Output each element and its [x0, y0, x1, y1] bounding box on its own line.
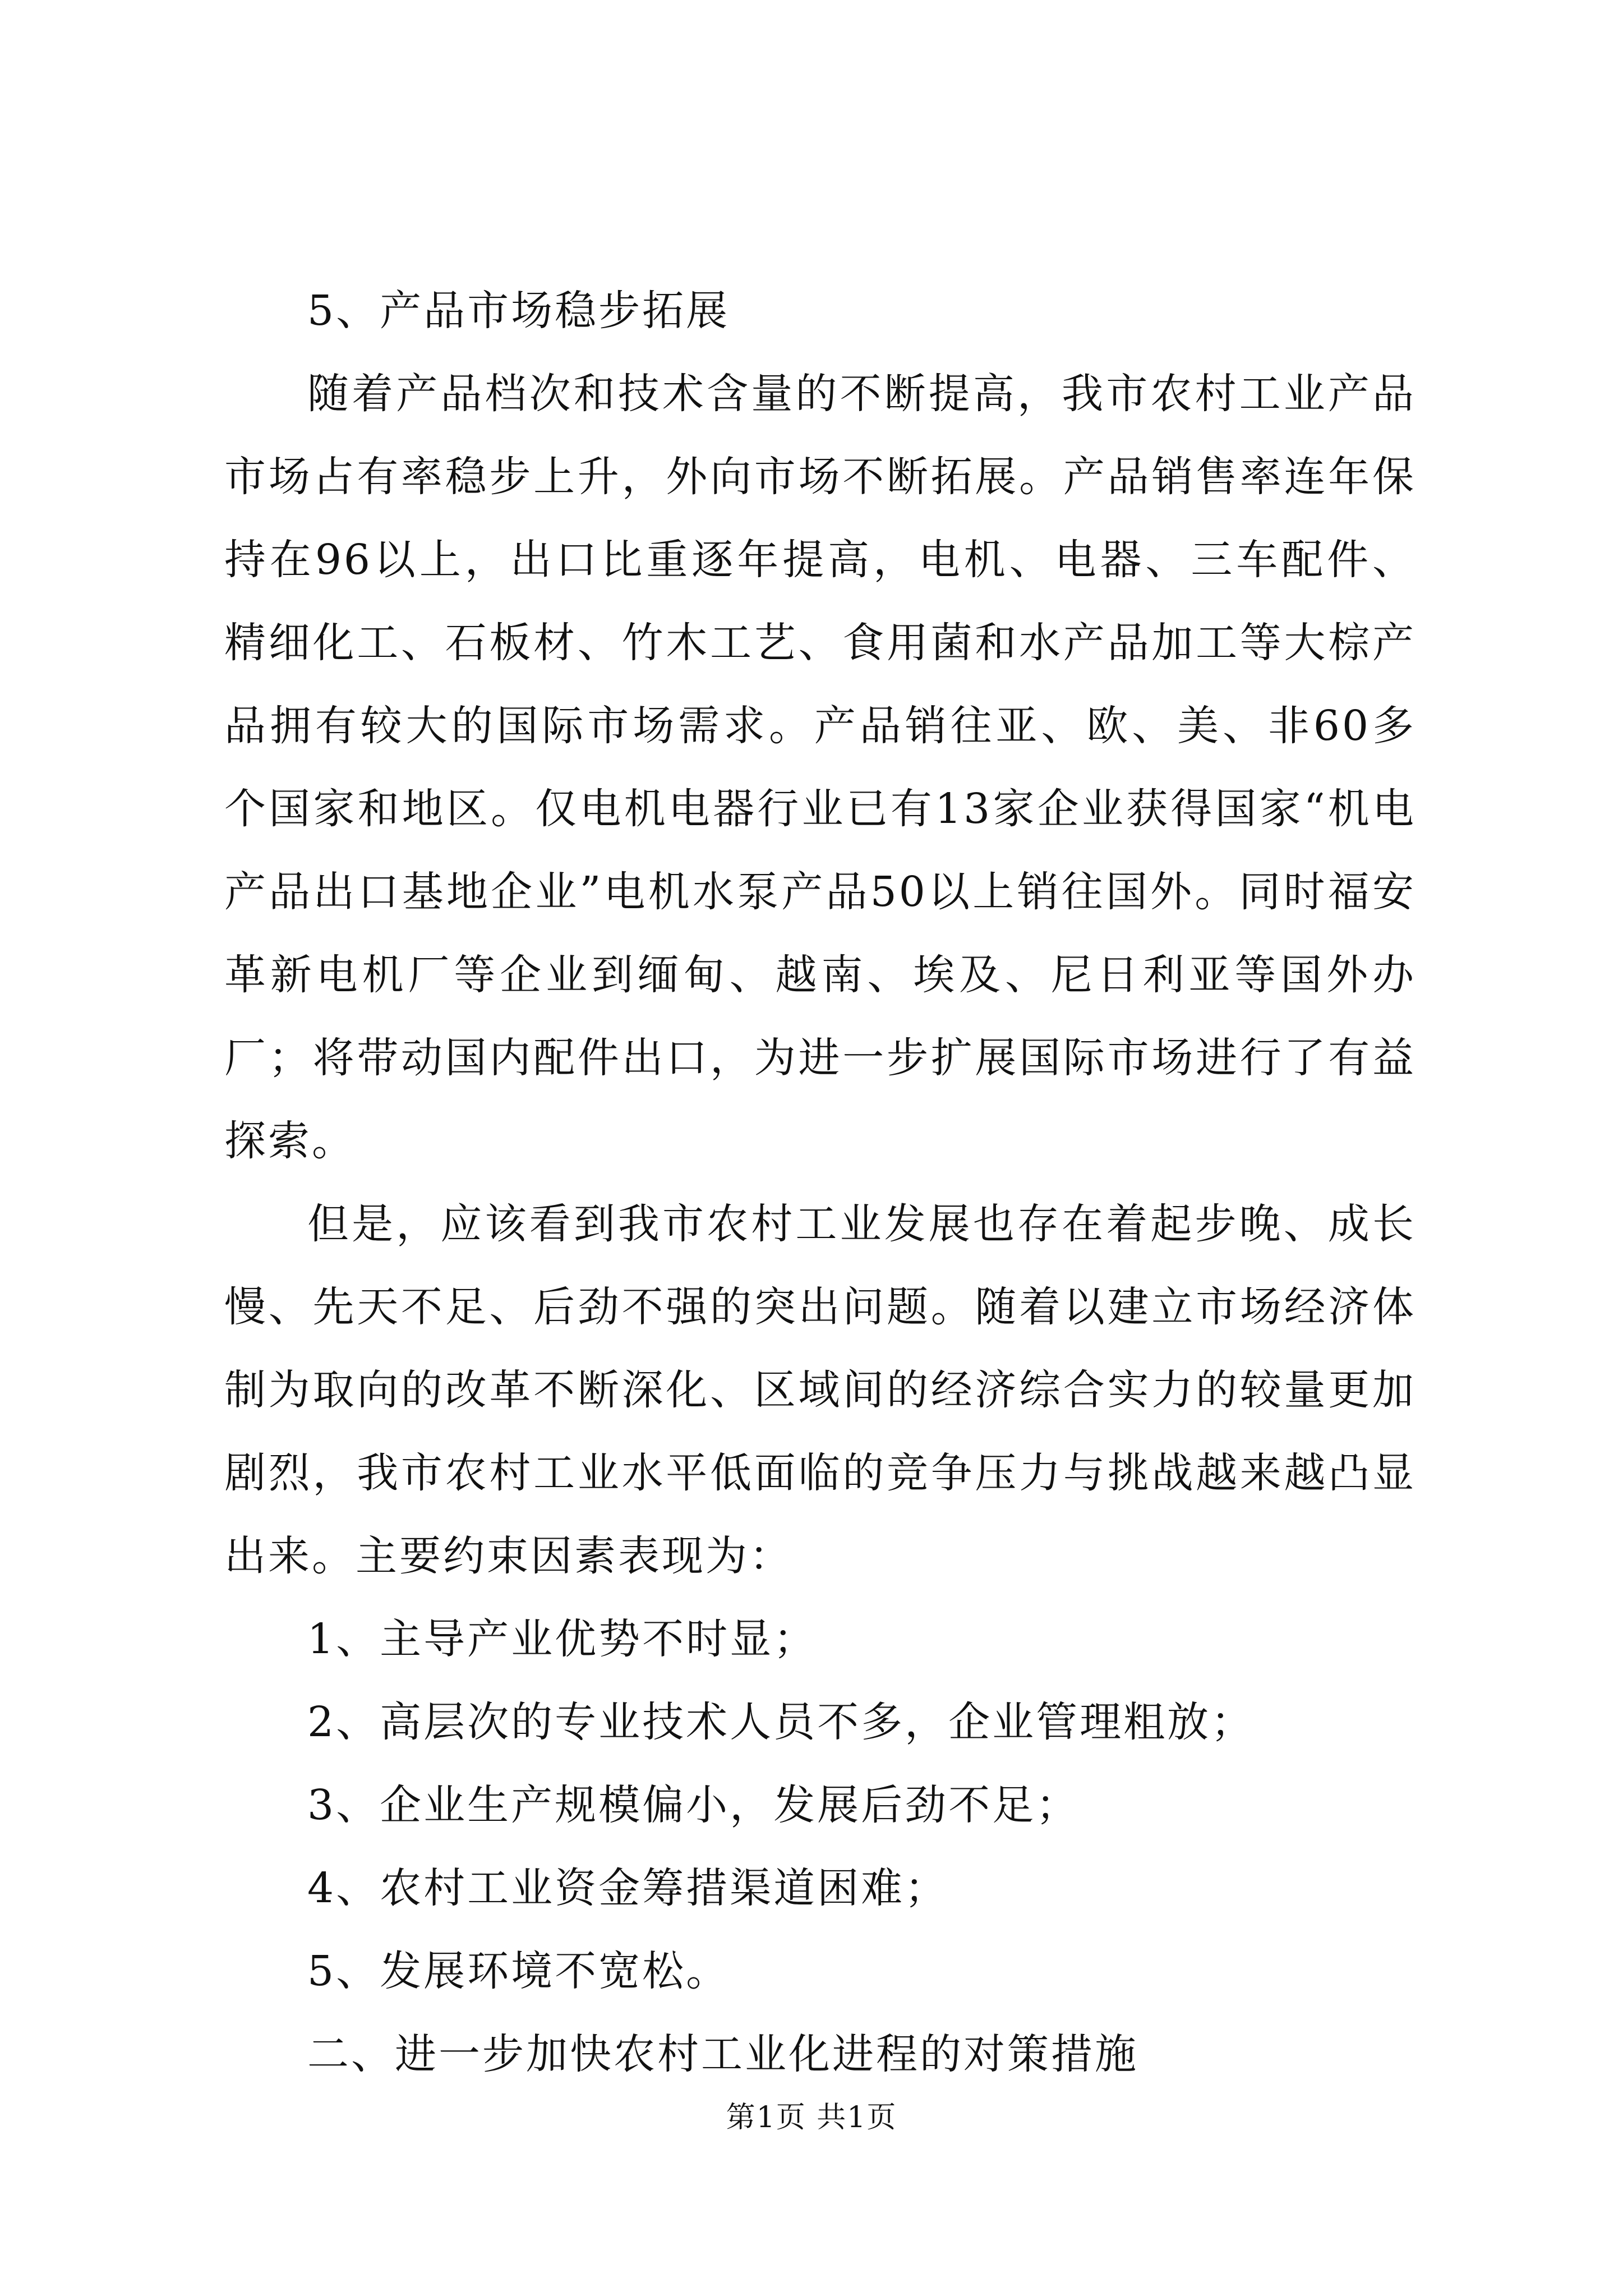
constraint-item-4: 4、农村工业资金筹措渠道困难； — [307, 1864, 949, 1912]
constraint-item-3: 3、企业生产规模偏小，发展后劲不足； — [307, 1781, 1080, 1829]
paragraph-problems: 但是，应该看到我市农村工业发展也存在着起步晚、成长慢、先天不足、后劲不强的突出问题。随着以建立市场经济体制为取向的改革不断深化、区域间的经济综合实力的较量更加剧烈，我市农村工业水平低面临的竞争压力与挑战越来越凸显出来。主要约束因素表现为： — [224, 1200, 1416, 1580]
constraint-item-5: 5、发展环境不宽松。 — [307, 1947, 730, 1995]
document-body — [224, 269, 1416, 2096]
constraint-item-1: 1、主导产业优势不时显； — [307, 1615, 818, 1663]
constraint-item-2: 2、高层次的专业技术人员不多，企业管理粗放； — [307, 1698, 1255, 1746]
section-heading-two: 二、进一步加快农村工业化进程的对策措施 — [307, 2030, 1138, 2078]
subheading-market-expansion: 5、产品市场稳步拓展 — [307, 287, 730, 335]
page-footer: 第1页 共1页 — [726, 2101, 897, 2134]
paragraph-market: 随着产品档次和技术含量的不断提高，我市农村工业产品市场占有率稳步上升，外向市场不断拓展。产品销售率连年保持在96以上，出口比重逐年提高，电机、电器、三车配件、精细化工、石板材、竹木工艺、食用菌和水产品加工等大棕产品拥有较大的国际市场需求。产品销往亚、欧、美、非60多个国家和地区。仅电机电器行业已有13家企业获得国家“机电产品出口基地企业”电机水泵产品50以上销往国外。同时福安革新电机厂等企业到缅甸、越南、埃及、尼日利亚等国外办厂；将带动国内配件出口，为进一步扩展国际市场进行了有益探索。 — [224, 370, 1416, 1165]
